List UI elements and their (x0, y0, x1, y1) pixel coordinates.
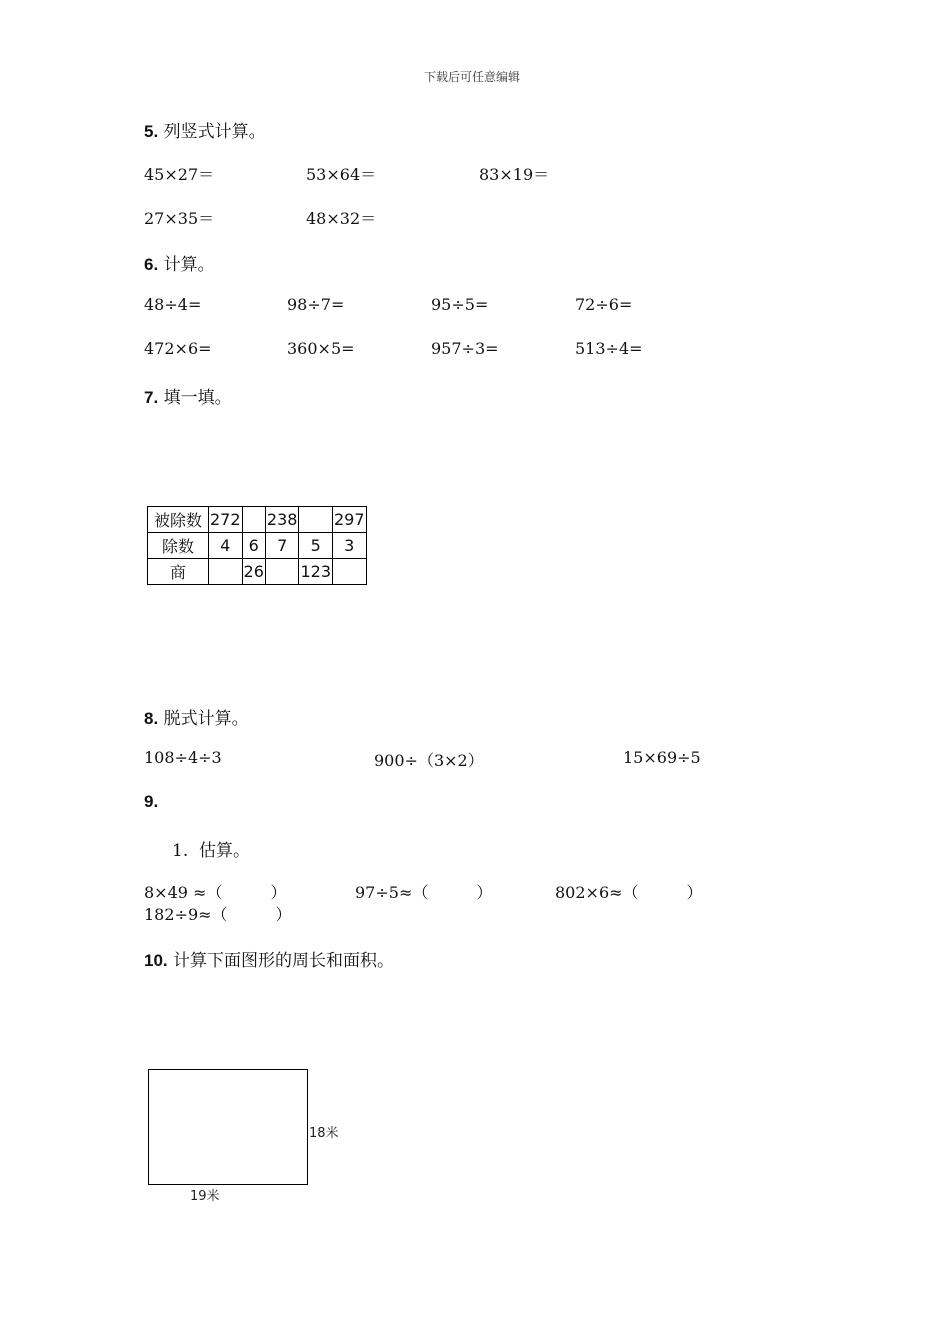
q9-sub-number: 1. (172, 841, 189, 861)
table-cell: 4 (209, 533, 243, 559)
table-cell: 6 (242, 533, 265, 559)
q5-expr: 45×27＝ (144, 165, 215, 184)
q10-number: 10. (144, 951, 168, 970)
q8-expr: 15×69÷5 (623, 748, 701, 767)
table-cell (209, 559, 243, 585)
width-label: 19米 (190, 1189, 220, 1204)
table-row (148, 533, 367, 559)
q6-expr: 360×5= (287, 339, 355, 358)
q6-expr: 95÷5= (431, 295, 489, 314)
q5-expr: 48×32＝ (306, 209, 377, 228)
q6-heading (144, 250, 215, 275)
table-cell: 272 (209, 507, 243, 533)
table-cell: 除数 (148, 533, 209, 559)
q8-number: 8. (144, 709, 159, 728)
q8-expr: 900÷（3×2） (374, 751, 484, 770)
table-cell (299, 507, 333, 533)
q6-expr: 513÷4= (575, 339, 643, 358)
q8-heading (144, 704, 249, 729)
table-cell: 123 (299, 559, 333, 585)
table-cell: 297 (333, 507, 367, 533)
table-cell (265, 559, 299, 585)
q6-expr: 957÷3= (431, 339, 499, 358)
rectangle-figure (148, 1069, 308, 1185)
q9-heading (144, 792, 158, 812)
q9-number: 9. (144, 792, 159, 811)
q6-number: 6. (144, 255, 159, 274)
q5-heading (144, 117, 266, 142)
page-header: 下载后可任意编辑 (424, 70, 521, 84)
q9-expr: 97÷5≈（ ） (355, 883, 493, 902)
q6-expr: 72÷6= (575, 295, 633, 314)
q7-title: 填一填。 (163, 388, 232, 408)
table-cell: 26 (242, 559, 265, 585)
table-row (148, 507, 367, 533)
q5-expr: 83×19＝ (479, 165, 550, 184)
table-cell: 3 (333, 533, 367, 559)
table-cell (242, 507, 265, 533)
q7-heading (144, 383, 232, 408)
q9-expr: 802×6≈（ ） (555, 883, 703, 902)
q9-subheading (172, 836, 250, 861)
q8-title: 脱式计算。 (163, 709, 249, 729)
q9-expr: 182÷9≈（ ） (144, 905, 292, 924)
q6-expr: 472×6= (144, 339, 212, 358)
q6-expr: 48÷4= (144, 295, 202, 314)
table-cell: 被除数 (148, 507, 209, 533)
q9-sub-title: 估算。 (199, 841, 251, 861)
height-label: 18米 (309, 1126, 339, 1141)
q6-expr: 98÷7= (287, 295, 345, 314)
q5-number: 5. (144, 122, 159, 141)
table-cell: 238 (265, 507, 299, 533)
q9-expr: 8×49 ≈（ ） (144, 883, 287, 902)
table-cell: 5 (299, 533, 333, 559)
division-table (147, 506, 367, 585)
q8-expr: 108÷4÷3 (144, 748, 222, 767)
table-cell: 商 (148, 559, 209, 585)
table-cell: 7 (265, 533, 299, 559)
table-row (148, 559, 367, 585)
q10-title: 计算下面图形的周长和面积。 (173, 951, 395, 971)
q5-title: 列竖式计算。 (163, 122, 266, 142)
q5-expr: 27×35＝ (144, 209, 215, 228)
q10-heading (144, 946, 394, 971)
q6-title: 计算。 (163, 255, 215, 275)
q7-number: 7. (144, 388, 159, 407)
q5-expr: 53×64＝ (306, 165, 377, 184)
table-cell (333, 559, 367, 585)
